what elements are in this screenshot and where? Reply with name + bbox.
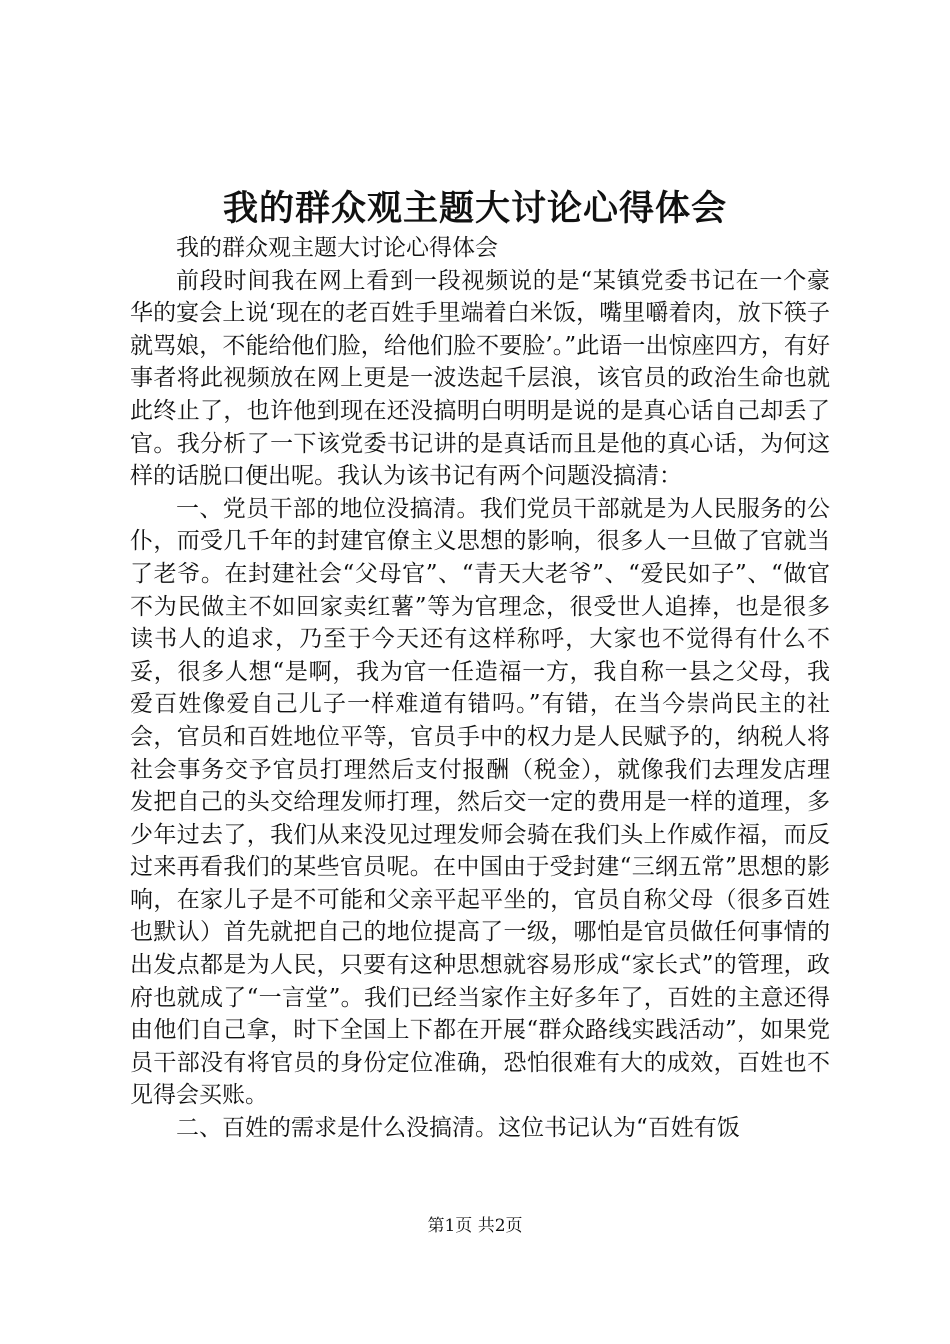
document-body xyxy=(130,232,830,1145)
paragraph-point-two: 二、百姓的需求是什么没搞清。这位书记认为“百姓有饭 xyxy=(176,1115,740,1142)
page-number: 第1页 共2页 xyxy=(427,1216,523,1236)
paragraph-intro: 前段时间我在网上看到一段视频说的是“某镇党委书记在一个豪华的宴会上说‘现在的老百姓手里端着白米饭，嘴里嚼着肉，放下筷子就骂娘，不能给他们脸，给他们脸不要脸’。”此语一出惊座四方，有好事者将此视频放在网上更是一波迭起千层浪，该官员的政治生命也就此终止了，也许他到现在还没搞明白明明是说的是真心话自己却丢了官。我分析了一下该党委书记讲的是真话而且是他的真心话，为何这样的话脱口便出呢。我认为该书记有两个问题没搞清： xyxy=(130,267,830,490)
document-title: 我的群众观主题大讨论心得体会 xyxy=(222,188,727,229)
paragraph-point-one: 一、党员干部的地位没搞清。我们党员干部就是为人民服务的公仆，而受几千年的封建官僚主义思想的影响，很多人一旦做了官就当了老爷。在封建社会“父母官”、“青天大老爷”、“爱民如子”、“做官不为民做主不如回家卖红薯”等为官理念，很受世人追捧，也是很多读书人的追求，乃至于今天还有这样称呼，大家也不觉得有什么不妥，很多人想“是啊，我为官一任造福一方，我自称一县之父母，我爱百姓像爱自己儿子一样难道有错吗。”有错，在当今崇尚民主的社会，官员和百姓地位平等，官员手中的权力是人民赋予的，纳税人将社会事务交予官员打理然后支付报酬（税金），就像我们去理发店理发把自己的头交给理发师打理，然后交一定的费用是一样的道理，多少年过去了，我们从来没见过理发师会骑在我们头上作威作福，而反过来再看我们的某些官员呢。在中国由于受封建“三纲五常”思想的影响，在家儿子是不可能和父亲平起平坐的，官员自称父母（很多百姓也默认）首先就把自己的地位提高了一级，哪怕是官员做任何事情的出发点都是为人民，只要有这种思想就容易形成“家长式”的管理，政府也就成了“一言堂”。我们已经当家作主好多年了，百姓的主意还得由他们自己拿，时下全国上下都在开展“群众路线实践活动”，如果党员干部没有将官员的身份定位准确，恐怕很难有大的成效，百姓也不见得会买账。 xyxy=(130,495,830,1109)
paragraph-subtitle: 我的群众观主题大讨论心得体会 xyxy=(176,235,498,261)
page-footer xyxy=(0,1214,950,1238)
